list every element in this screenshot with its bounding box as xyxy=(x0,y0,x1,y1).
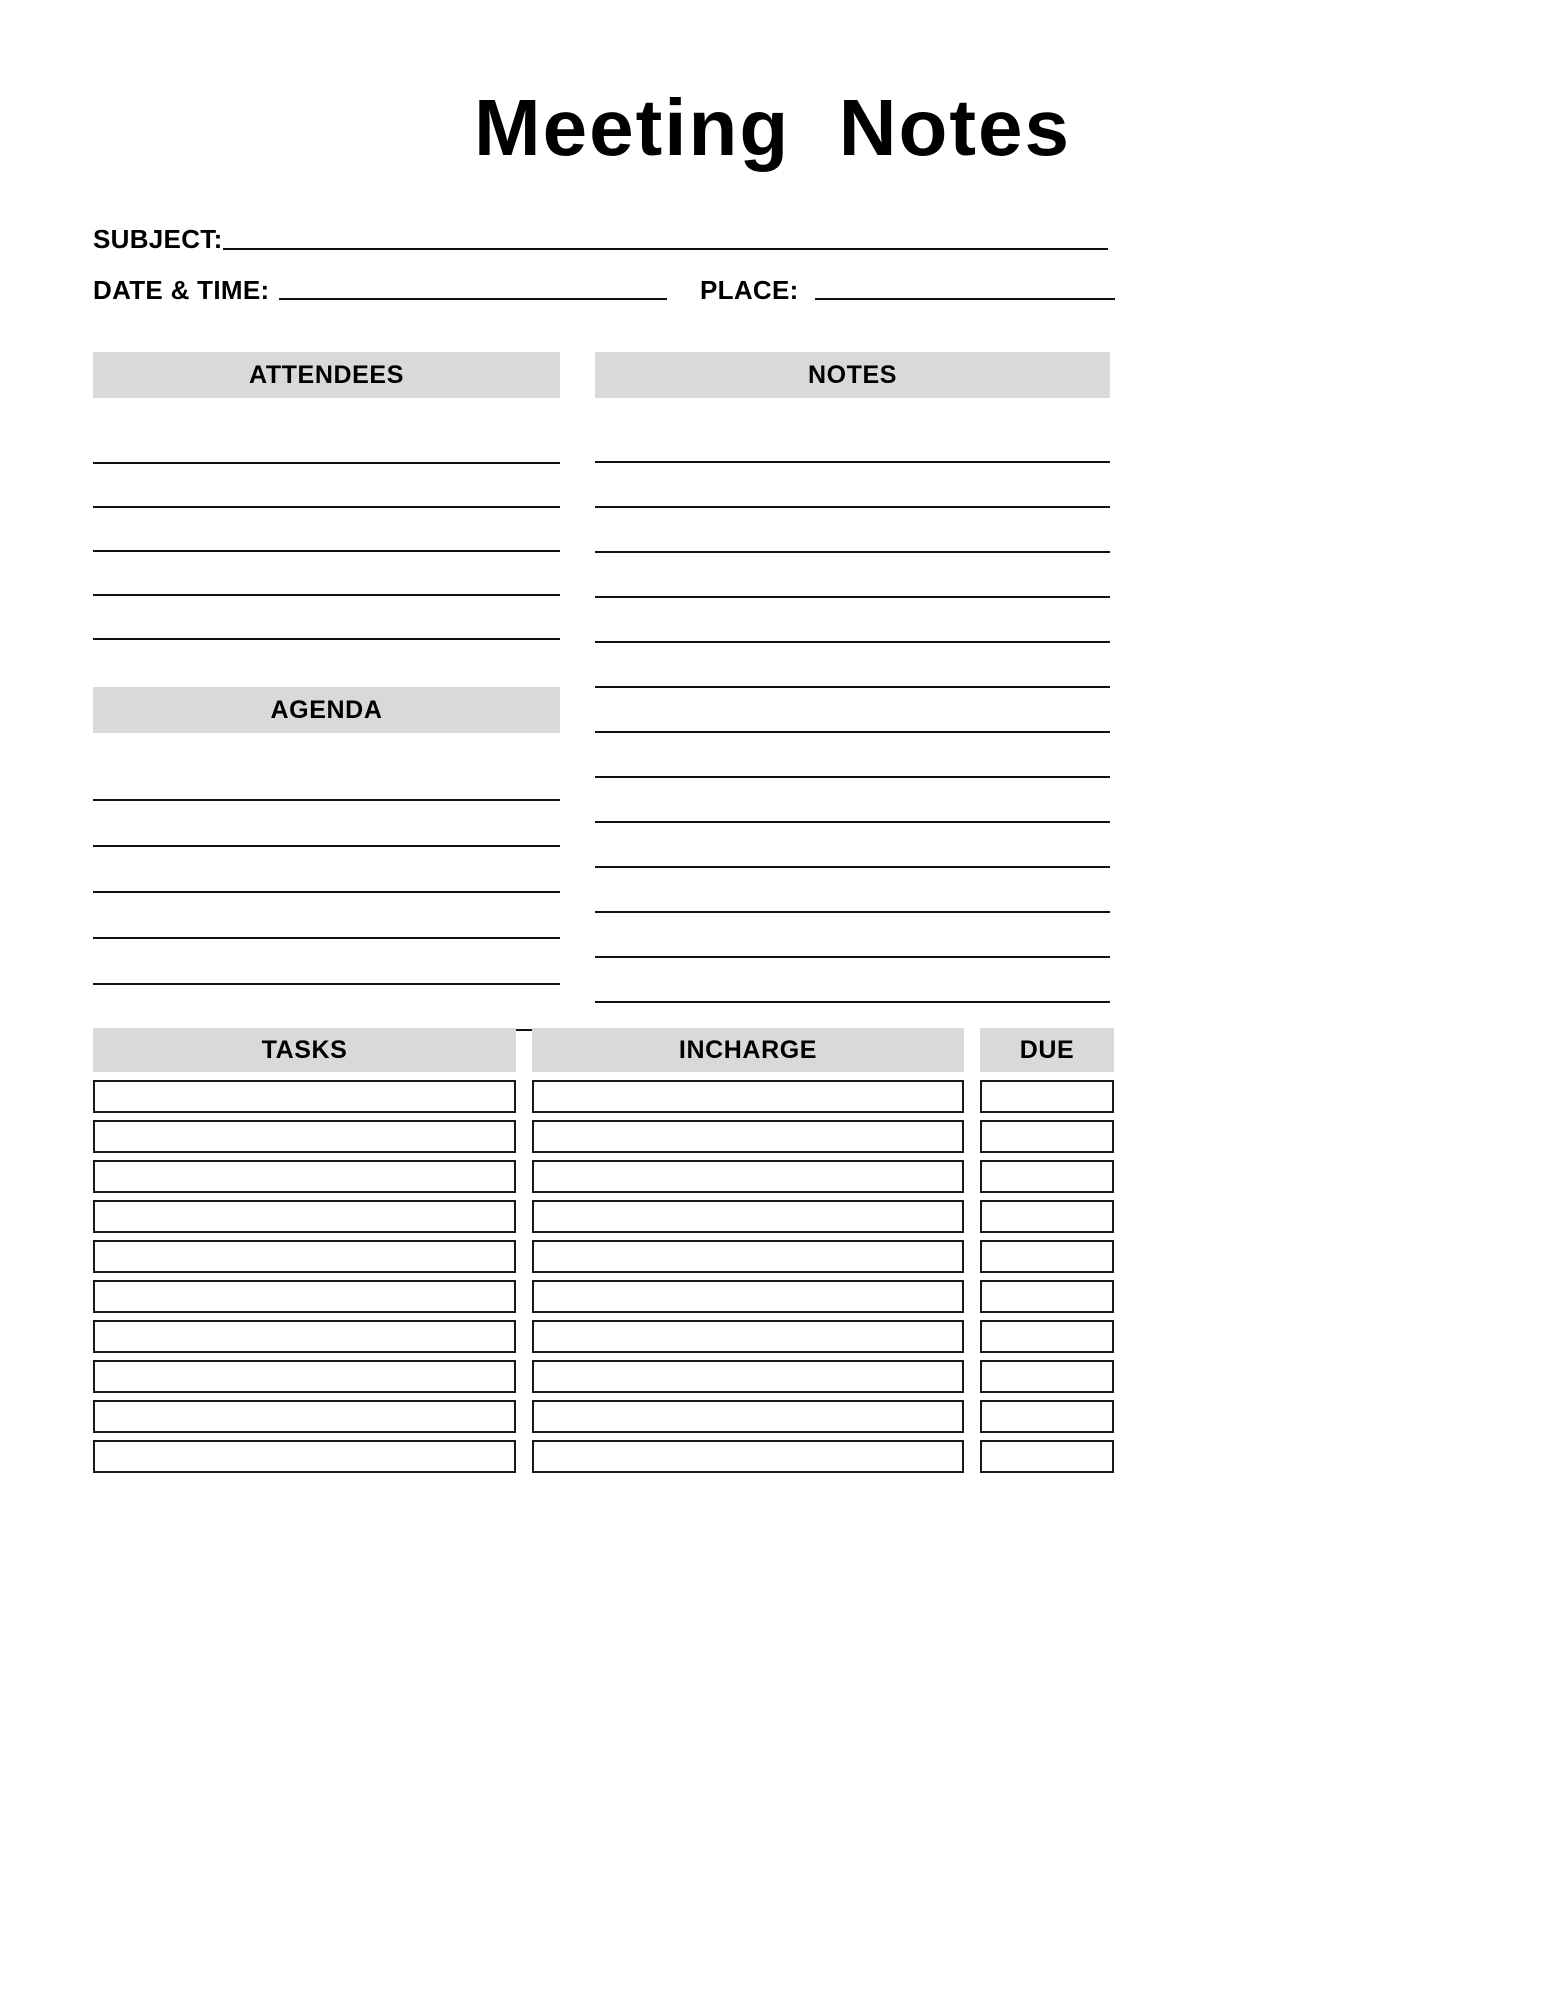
due-cell[interactable] xyxy=(980,1160,1114,1193)
incharge-cell[interactable] xyxy=(532,1440,964,1473)
subject-input[interactable] xyxy=(223,247,1108,250)
table-row xyxy=(93,1280,1110,1313)
task-cell[interactable] xyxy=(93,1440,516,1473)
page-title: Meeting Notes xyxy=(474,83,1071,172)
notes-line[interactable] xyxy=(595,598,1110,643)
table-row xyxy=(93,1080,1110,1113)
attendee-line[interactable] xyxy=(93,420,560,464)
place-input[interactable] xyxy=(815,297,1115,300)
place-field-row xyxy=(700,277,1115,303)
agenda-line[interactable] xyxy=(93,847,560,893)
incharge-cell[interactable] xyxy=(532,1160,964,1193)
notes-line[interactable] xyxy=(595,463,1110,508)
due-cell[interactable] xyxy=(980,1400,1114,1433)
agenda-line-group xyxy=(93,755,560,1031)
task-cell[interactable] xyxy=(93,1240,516,1273)
agenda-line[interactable] xyxy=(93,939,560,985)
incharge-cell[interactable] xyxy=(532,1080,964,1113)
attendee-line[interactable] xyxy=(93,464,560,508)
date-time-label: DATE & TIME: xyxy=(93,275,270,305)
task-cell[interactable] xyxy=(93,1160,516,1193)
incharge-cell[interactable] xyxy=(532,1360,964,1393)
due-cell[interactable] xyxy=(980,1440,1114,1473)
notes-line[interactable] xyxy=(595,643,1110,688)
task-cell[interactable] xyxy=(93,1280,516,1313)
notes-line[interactable] xyxy=(595,418,1110,463)
task-cell[interactable] xyxy=(93,1080,516,1113)
tasks-table xyxy=(93,1028,1110,1473)
date-time-input[interactable] xyxy=(279,297,667,300)
attendees-line-group xyxy=(93,420,560,640)
table-row xyxy=(93,1320,1110,1353)
incharge-cell[interactable] xyxy=(532,1240,964,1273)
section-header-agenda: AGENDA xyxy=(93,687,560,733)
attendee-line[interactable] xyxy=(93,552,560,596)
table-row xyxy=(93,1200,1110,1233)
tasks-table-body xyxy=(93,1080,1110,1473)
notes-line[interactable] xyxy=(595,508,1110,553)
incharge-cell[interactable] xyxy=(532,1400,964,1433)
incharge-cell[interactable] xyxy=(532,1320,964,1353)
notes-line[interactable] xyxy=(595,823,1110,868)
notes-line-group xyxy=(595,418,1110,1003)
due-cell[interactable] xyxy=(980,1280,1114,1313)
notes-line[interactable] xyxy=(595,778,1110,823)
notes-line[interactable] xyxy=(595,913,1110,958)
column-header-tasks: TASKS xyxy=(93,1028,516,1072)
incharge-cell[interactable] xyxy=(532,1200,964,1233)
section-header-notes: NOTES xyxy=(595,352,1110,398)
agenda-line[interactable] xyxy=(93,801,560,847)
attendee-line[interactable] xyxy=(93,596,560,640)
notes-line[interactable] xyxy=(595,868,1110,913)
due-cell[interactable] xyxy=(980,1200,1114,1233)
subject-label: SUBJECT: xyxy=(93,224,223,254)
incharge-cell[interactable] xyxy=(532,1280,964,1313)
due-cell[interactable] xyxy=(980,1120,1114,1153)
table-row xyxy=(93,1160,1110,1193)
tasks-table-header-row xyxy=(93,1028,1110,1072)
task-cell[interactable] xyxy=(93,1400,516,1433)
agenda-line[interactable] xyxy=(93,755,560,801)
section-header-attendees: ATTENDEES xyxy=(93,352,560,398)
due-cell[interactable] xyxy=(980,1360,1114,1393)
agenda-line[interactable] xyxy=(93,985,560,1031)
due-cell[interactable] xyxy=(980,1320,1114,1353)
date-time-field-row xyxy=(93,277,667,303)
notes-line[interactable] xyxy=(595,688,1110,733)
notes-line[interactable] xyxy=(595,733,1110,778)
table-row xyxy=(93,1120,1110,1153)
task-cell[interactable] xyxy=(93,1360,516,1393)
subject-field-row xyxy=(93,226,1113,252)
task-cell[interactable] xyxy=(93,1320,516,1353)
column-header-due: DUE xyxy=(980,1028,1114,1072)
notes-line[interactable] xyxy=(595,553,1110,598)
task-cell[interactable] xyxy=(93,1200,516,1233)
agenda-line[interactable] xyxy=(93,893,560,939)
task-cell[interactable] xyxy=(93,1120,516,1153)
table-row xyxy=(93,1240,1110,1273)
table-row xyxy=(93,1400,1110,1433)
notes-line[interactable] xyxy=(595,958,1110,1003)
incharge-cell[interactable] xyxy=(532,1120,964,1153)
place-label: PLACE: xyxy=(700,275,799,305)
table-row xyxy=(93,1440,1110,1473)
due-cell[interactable] xyxy=(980,1080,1114,1113)
due-cell[interactable] xyxy=(980,1240,1114,1273)
column-header-incharge: INCHARGE xyxy=(532,1028,964,1072)
table-row xyxy=(93,1360,1110,1393)
attendee-line[interactable] xyxy=(93,508,560,552)
